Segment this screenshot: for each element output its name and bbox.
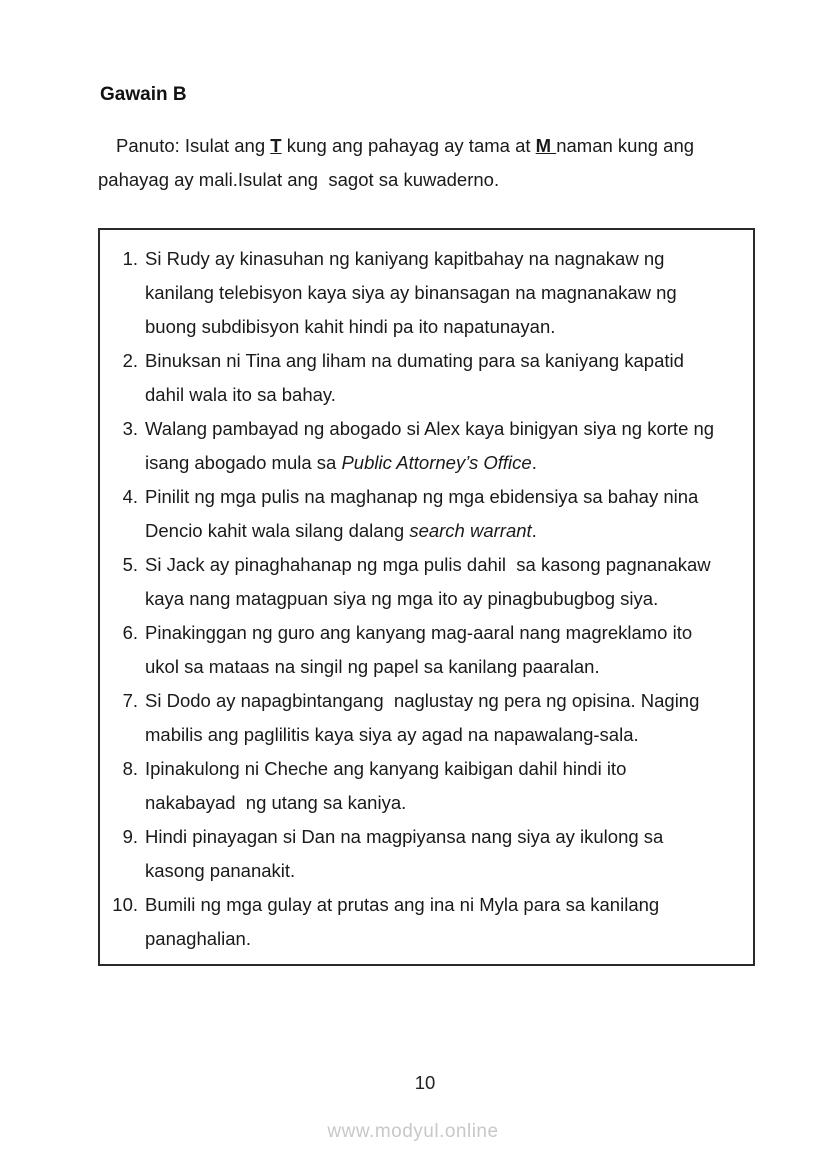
statement-line: [145, 922, 749, 956]
text-segment: kaya nang matagpuan siya ng mga ito ay pinagbubugbog siya.: [145, 588, 659, 609]
statement-line: [145, 480, 749, 514]
statement-item: [100, 684, 749, 752]
item-text: [145, 888, 749, 956]
text-segment: Pinilit ng mga pulis na maghanap ng mga ebidensiya sa bahay nina: [145, 486, 699, 507]
text-segment: Hindi pinayagan si Dan na magpiyansa nang siya ay ikulong sa: [145, 826, 664, 847]
text-segment: kung ang pahayag ay tama at: [281, 135, 536, 156]
item-text: [145, 616, 749, 684]
item-number: 10.: [112, 894, 138, 915]
item-number: 8.: [122, 758, 138, 779]
statement-line: [145, 582, 749, 616]
text-segment: kasong pananakit.: [145, 860, 296, 881]
text-segment: Panuto: Isulat ang: [116, 135, 271, 156]
text-segment: Binuksan ni Tina ang liham na dumating para sa kaniyang kapatid: [145, 350, 684, 371]
text-segment: Bumili ng mga gulay at prutas ang ina ni Myla para sa kanilang: [145, 894, 660, 915]
text-segment: .: [531, 452, 537, 473]
text-segment: Si Rudy ay kinasuhan ng kaniyang kapitbahay na nagnakaw ng: [145, 248, 665, 269]
page-number: 10: [414, 1072, 436, 1093]
text-segment: Pinakinggan ng guro ang kanyang mag-aaral nang magreklamo ito: [145, 622, 693, 643]
statement-list: [100, 242, 749, 956]
item-number: 6.: [122, 622, 138, 643]
item-text: [145, 412, 749, 480]
text-segment: isang abogado mula sa: [145, 452, 342, 473]
statement-line: [145, 786, 749, 820]
statement-item: [100, 412, 749, 480]
statement-line: [145, 378, 749, 412]
statement-line: [145, 310, 749, 344]
statement-line: [145, 650, 749, 684]
statement-box: [98, 228, 755, 966]
statement-line: [145, 242, 749, 276]
item-text: [145, 820, 749, 888]
text-segment: Public Attorney’s Office: [341, 452, 532, 473]
statement-line: [145, 888, 749, 922]
statement-line: [145, 752, 749, 786]
item-text: [145, 242, 749, 344]
statement-line: [145, 446, 749, 480]
statement-item: [100, 752, 749, 820]
text-segment: Dencio kahit wala silang dalang: [145, 520, 410, 541]
text-segment: mabilis ang paglilitis kaya siya ay agad na napawalang-sala.: [145, 724, 639, 745]
text-segment: search warrant: [409, 520, 532, 541]
statement-line: [145, 412, 749, 446]
item-number: 2.: [122, 350, 138, 371]
item-number: 3.: [122, 418, 138, 439]
item-text: [145, 548, 749, 616]
text-segment: panaghalian.: [145, 928, 251, 949]
text-segment: Si Dodo ay napagbintangang naglustay ng pera ng opisina. Naging: [145, 690, 700, 711]
watermark: www.modyul.online: [327, 1121, 499, 1142]
text-segment: M: [535, 135, 557, 156]
item-number: 5.: [122, 554, 138, 575]
statement-item: [100, 480, 749, 548]
statement-item: [100, 616, 749, 684]
statement-line: [145, 718, 749, 752]
instructions: [98, 129, 758, 197]
statement-line: [145, 684, 749, 718]
text-segment: kanilang telebisyon kaya siya ay binansagan na magnanakaw ng: [145, 282, 677, 303]
instruction-line: [98, 163, 758, 197]
statement-item: [100, 344, 749, 412]
statement-line: [145, 344, 749, 378]
statement-line: [145, 820, 749, 854]
text-segment: Ipinakulong ni Cheche ang kanyang kaibigan dahil hindi ito: [145, 758, 627, 779]
item-number: 9.: [122, 826, 138, 847]
item-number: 1.: [122, 248, 138, 269]
item-text: [145, 684, 749, 752]
item-number: 4.: [122, 486, 138, 507]
statement-line: [145, 548, 749, 582]
text-segment: Walang pambayad ng abogado si Alex kaya binigyan siya ng korte ng: [145, 418, 715, 439]
text-segment: ukol sa mataas na singil ng papel sa kanilang paaralan.: [145, 656, 600, 677]
statement-item: [100, 548, 749, 616]
statement-item: [100, 820, 749, 888]
item-number: 7.: [122, 690, 138, 711]
item-text: [145, 752, 749, 820]
text-segment: dahil wala ito sa bahay.: [145, 384, 336, 405]
statement-item: [100, 888, 749, 956]
text-segment: pahayag ay mali.Isulat ang sagot sa kuwaderno.: [98, 169, 500, 190]
statement-line: [145, 514, 749, 548]
instruction-line: [98, 129, 758, 163]
text-segment: T: [270, 135, 282, 156]
text-segment: nakabayad ng utang sa kaniya.: [145, 792, 407, 813]
item-text: [145, 480, 749, 548]
section-heading: Gawain B: [100, 84, 187, 105]
text-segment: Si Jack ay pinaghahanap ng mga pulis dahil sa kasong pagnanakaw: [145, 554, 711, 575]
item-text: [145, 344, 749, 412]
text-segment: .: [531, 520, 537, 541]
text-segment: buong subdibisyon kahit hindi pa ito napatunayan.: [145, 316, 556, 337]
statement-item: [100, 242, 749, 344]
statement-line: [145, 616, 749, 650]
statement-line: [145, 276, 749, 310]
statement-line: [145, 854, 749, 888]
text-segment: naman kung ang: [556, 135, 695, 156]
